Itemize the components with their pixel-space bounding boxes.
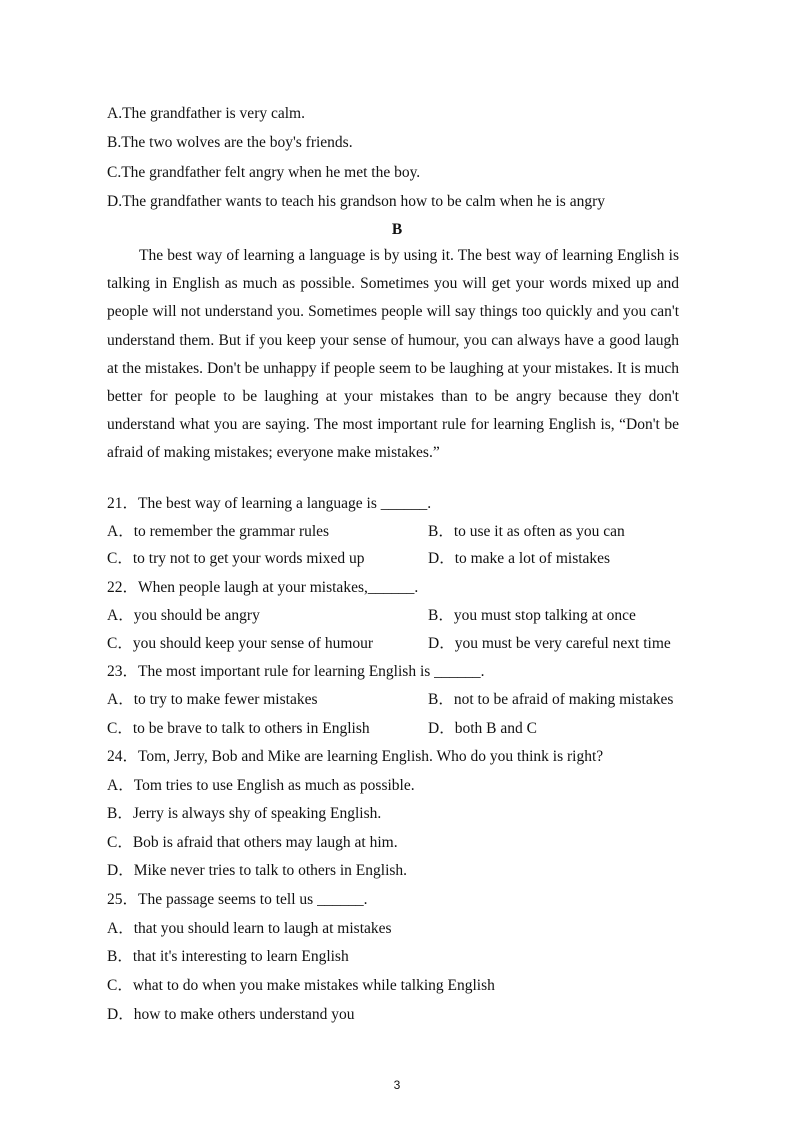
question-24-stem: 24．Tom, Jerry, Bob and Mike are learning English. Who do you think is right? xyxy=(107,748,604,765)
question-22-stem: 22．When people laugh at your mistakes,______. xyxy=(107,579,419,596)
reading-passage xyxy=(107,242,679,468)
passage-text: The best way of learning a language is by using it. The best way of learning English is talking in English as much as possible. Sometimes you will get your words mixed up and people will not understand you. Sometimes people will say things too quickly and you can't understand them. But if you keep your sense of humour, you can always have a good laugh at the mistakes. Don't be unhappy if people seem to be laughing at your mistakes. It is much better for people to be laughing at your mistakes than to be angry because they don't understand what you are saying. The most important rule for learning English is, “Don't be afraid of making mistakes; everyone make mistakes.” xyxy=(107,247,679,462)
question-24-option-c: C．Bob is afraid that others may laugh at him. xyxy=(107,834,398,851)
question-25-option-d: D．how to make others understand you xyxy=(107,1006,355,1023)
question-23-options-row-2 xyxy=(107,719,707,739)
question-21-option-d: D．to make a lot of mistakes xyxy=(428,550,611,567)
prev-option-d: D.The grandfather wants to teach his grandson how to be calm when he is angry xyxy=(107,193,606,210)
question-23-options-row-1 xyxy=(107,690,707,710)
question-22-options-row-1 xyxy=(107,606,707,626)
question-23-stem: 23．The most important rule for learning English is ______. xyxy=(107,663,485,680)
question-22-option-b: B．you must stop talking at once xyxy=(428,607,636,624)
question-23-option-b: B．not to be afraid of making mistakes xyxy=(428,691,674,708)
question-22-option-a: A．you should be angry xyxy=(107,607,260,624)
question-24-option-d: D．Mike never tries to talk to others in English. xyxy=(107,862,408,879)
question-23-option-a: A．to try to make fewer mistakes xyxy=(107,691,318,708)
question-25-option-b: B．that it's interesting to learn English xyxy=(107,948,349,965)
question-25-option-a: A．that you should learn to laugh at mistakes xyxy=(107,920,392,937)
question-21-option-a: A．to remember the grammar rules xyxy=(107,523,330,540)
question-21-stem: 21．The best way of learning a language is ______. xyxy=(107,495,432,512)
question-22-option-c: C．you should keep your sense of humour xyxy=(107,635,374,652)
question-25-stem: 25．The passage seems to tell us ______. xyxy=(107,891,368,908)
prev-option-c: C.The grandfather felt angry when he met the boy. xyxy=(107,164,421,181)
question-24-option-a: A．Tom tries to use English as much as possible. xyxy=(107,777,415,794)
question-24-option-b: B．Jerry is always shy of speaking English. xyxy=(107,805,382,822)
question-21-options-row-2 xyxy=(107,549,707,569)
question-22-option-d: D．you must be very careful next time xyxy=(428,635,671,652)
question-23-option-c: C．to be brave to talk to others in English xyxy=(107,720,370,737)
question-21-option-c: C．to try not to get your words mixed up xyxy=(107,550,365,567)
section-letter: B xyxy=(391,221,403,238)
question-21-option-b: B．to use it as often as you can xyxy=(428,523,625,540)
question-22-options-row-2 xyxy=(107,634,707,654)
question-23-option-d: D．both B and C xyxy=(428,720,537,737)
question-25-option-c: C．what to do when you make mistakes while talking English xyxy=(107,977,495,994)
page-number: 3 xyxy=(393,1078,401,1092)
prev-option-b: B.The two wolves are the boy's friends. xyxy=(107,134,353,151)
prev-option-a: A.The grandfather is very calm. xyxy=(107,105,305,122)
question-21-options-row-1 xyxy=(107,522,707,542)
